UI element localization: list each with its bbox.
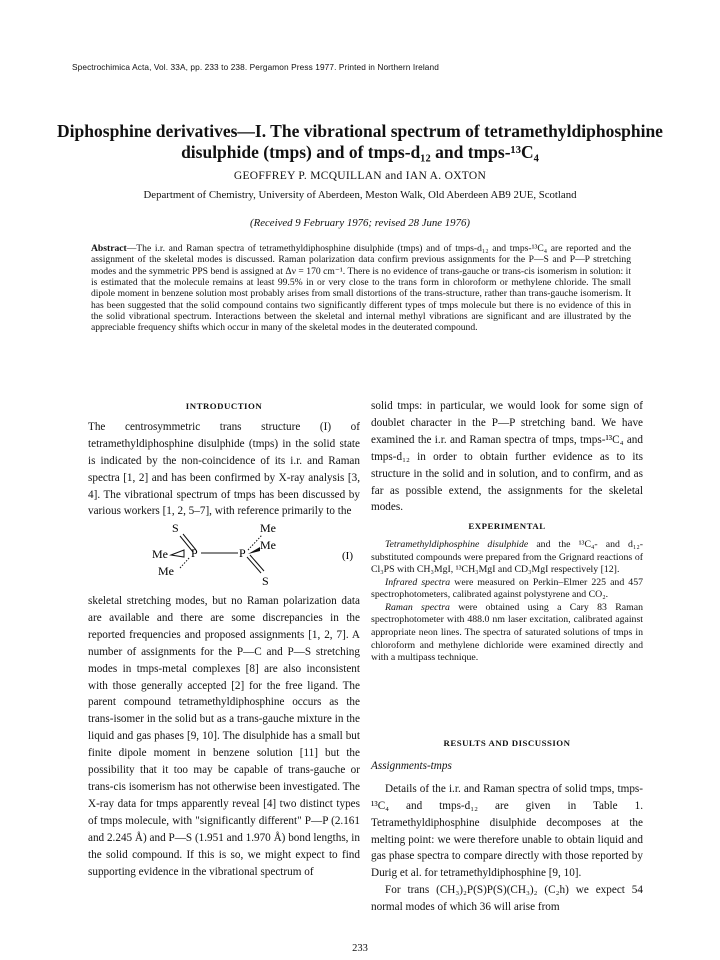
structure-me-left: Me [152, 547, 168, 561]
structure-diagram-I [120, 517, 360, 593]
structure-s-top: S [172, 521, 179, 535]
experimental-section [371, 518, 643, 665]
abstract-text: —The i.r. and Raman spectra of tetramethyldiphosphine disulphide (tmps) and of tmps-d₁₂ and tmps-¹³C₄ are reported and the assignment of the skeletal modes is discussed. Raman polarization data confirm previous assignments for the P—S and P—P stretching modes and the symmetric PPS bend is assigned at Δν = 170 cm⁻¹. There is no evidence of trans-gauche or trans-cis isomerism in solution: it is estimated that the molecule remains at least 99.5% in or very close to the trans form in chloroform or methylene chloride. The small dipole moment in benzene solution most probably arises from small distortions of the trans-structure, rather than trans-gauche isomerism. It has been suggested that the solid compound contains two significantly different types of tmps molecule but there is no evidence of this in the solid vibrational spectrum. Interactions between the skeletal and internal methyl vibrations are significant and are illustrated by the appreciable frequency shifts which occur in many of the skeletal modes in the deuterated compound. [91, 243, 631, 334]
experimental-text-1: and the ¹³C₄- and d₁₂-substituted compounds were prepared from the Grignard reactions of Cl₃PS with CH₃MgI, ¹³CH₃MgI and CD₃MgI respectively [12]. [371, 538, 643, 576]
journal-citation: Spectrochimica Acta, Vol. 33A, pp. 233 to 238. Pergamon Press 1977. Printed in Northern Ireland [72, 62, 439, 72]
structure-me-left-lower: Me [158, 564, 174, 578]
department-affiliation: Department of Chemistry, University of Aberdeen, Meston Walk, Old Aberdeen AB9 2UE, Scotland [143, 189, 577, 201]
results-paragraph-2: For trans (CH₃)₂P(S)P(S)(CH₃)₂ (C₂h) we expect 54 normal modes of which 36 will arise from [371, 884, 643, 914]
article-title [40, 121, 680, 163]
structure-p-right: P [239, 546, 246, 560]
intro-paragraph-2: skeletal stretching modes, but no Raman polarization data are available and there are some discrepancies in the reported frequencies and proposed assignments [1, 2, 7]. A number of assignments for the P—C and P—S stretching modes in tmps-metal complexes [8] are also inconsistent with those generally accepted [2] for the free ligand. The parent compound tetramethyldiphosphine occurs as the trans-isomer in the solid but as a trans-gauche mixture in the liquid and gas phases [9, 10]. The disulphide has a small but finite dipole moment in benzene solution [11] but the possibility that it too may be capable of trans-gauche or trans-cis isomerism has not otherwise been investigated. The X-ray data for tmps apparently reveal [4] two distinct types of tmps molecule, with "significantly different" P—P (2.161 and 2.245 Å) and P—S (1.951 and 1.970 Å) bond lengths, in the solid compound. If this is so, we might expect to find supporting evidence in the vibrational spectrum of [88, 595, 360, 878]
intro-paragraph-continued: solid tmps: in particular, we would look for some sign of doublet character in the P—P stretching band. We have examined the i.r. and Raman spectra of tmps, tmps-¹³C₄ and tmps-d₁₂ in order to obtain further evidence as to its structure in the solid and in solution, and to confirm, and as far as possible extend, the assignments for the skeletal modes. [371, 400, 643, 514]
experimental-body [371, 539, 643, 665]
wedge-p-right-me [248, 547, 260, 554]
experimental-heading: EXPERIMENTAL [468, 521, 546, 531]
intro-paragraph-1: The centrosymmetric trans structure (I) of tetramethyldiphosphine disulphide (tmps) in the solid state is indicated by the non-coincidence of its i.r. and Raman spectra [1, 2] and has been confirmed by X-ray analysis [3, 4]. The vibrational spectrum of tmps has been discussed by various workers [1, 2, 5–7], with reference primarily to the [88, 420, 360, 518]
authors: GEOFFREY P. MCQUILLAN and IAN A. OXTON [233, 170, 487, 182]
right-column-top [371, 398, 643, 516]
abstract [91, 243, 631, 334]
title-line-1: Diphosphine derivatives—I. The vibrational spectrum of tetramethyldiphosphine [57, 121, 663, 141]
experimental-lead-3: Raman spectra [385, 601, 450, 613]
bond-p-left-me-lower [180, 557, 190, 568]
structure-label: (I) [342, 550, 353, 562]
experimental-paragraph-1 [371, 539, 643, 577]
structure-me-right: Me [260, 538, 276, 552]
introduction-heading: INTRODUCTION [185, 401, 263, 411]
abstract-label: Abstract [91, 243, 127, 254]
experimental-paragraph-3 [371, 602, 643, 665]
results-heading: RESULTS AND DISCUSSION [443, 738, 571, 748]
experimental-text-2: were measured on Perkin–Elmer 225 and 457 spectrophotometers, calibrated against polystyrene and CO₂. [371, 576, 643, 601]
results-section [371, 735, 643, 916]
assignments-subheading: Assignments-tmps [371, 759, 452, 772]
left-column-top [88, 398, 360, 520]
experimental-text-3: were obtained using a Cary 83 Raman spectrophotometer with 488.0 nm laser excitation, calibrated against appropriate neon lines. The spectra of saturated solutions of tmps in chloroform and methylene dichloride were examined directly and with a multipass technique. [371, 601, 643, 664]
received-dates: (Received 9 February 1976; revised 28 June 1976) [250, 217, 470, 229]
left-column-bottom [88, 593, 360, 880]
wedge-me-p-left [171, 550, 184, 557]
structure-p-left: P [191, 546, 198, 560]
title-line-2: disulphide (tmps) and of tmps-d₁₂ and tmps-¹³C₄ [181, 142, 539, 162]
experimental-paragraph-2 [371, 577, 643, 602]
results-paragraph-1: Details of the i.r. and Raman spectra of solid tmps, tmps-¹³C₄ and tmps-d₁₂ are given in Table 1. Tetramethyldiphosphine disulphide decomposes at the melting point: we were therefore unable to obtain liquid and gas phase spectra to compare directly with those reported by Durig et al. for tetramethyldiphosphine [9, 10]. [371, 782, 643, 880]
structure-s-bottom: S [262, 574, 269, 588]
structure-me-top-right: Me [260, 521, 276, 535]
experimental-lead-2: Infrared spectra [385, 576, 451, 588]
experimental-lead-1: Tetramethyldiphosphine disulphide [385, 538, 529, 550]
page-number: 233 [352, 943, 368, 954]
